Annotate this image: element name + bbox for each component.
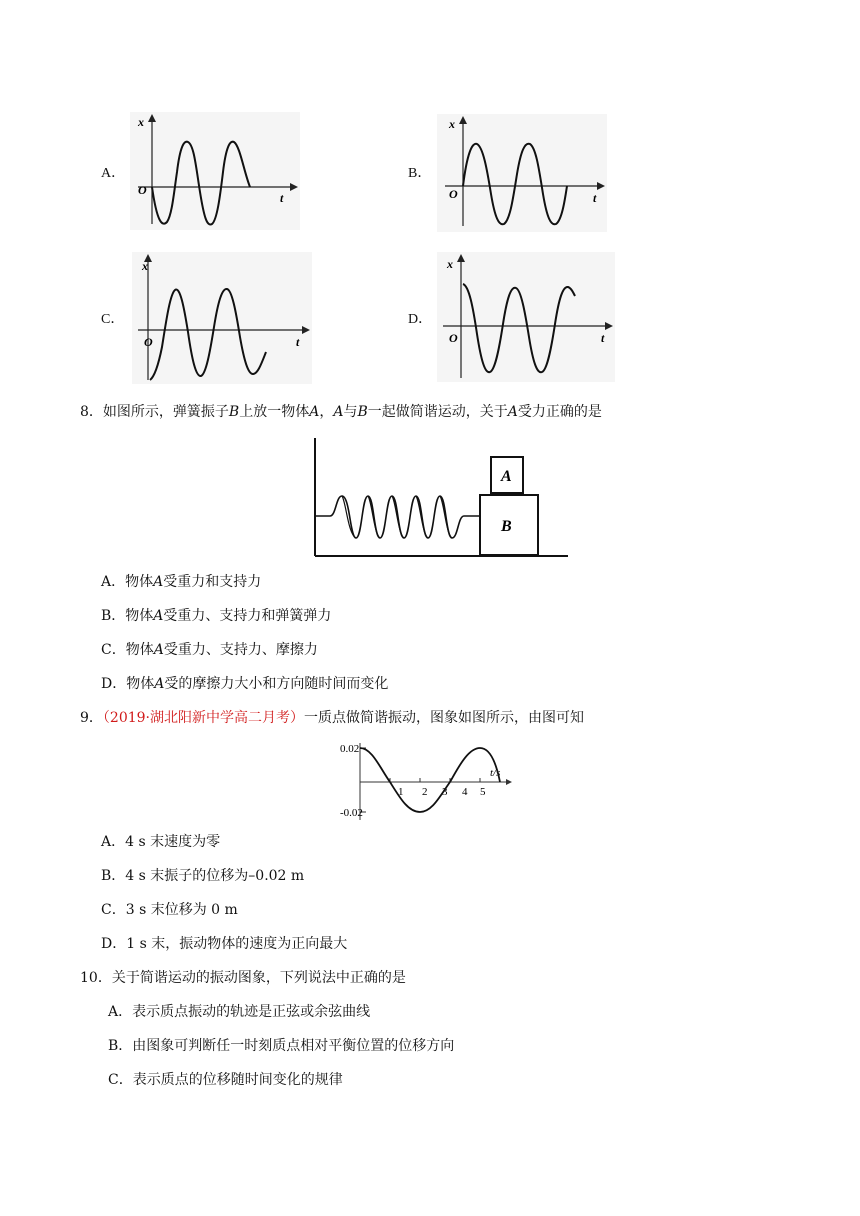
option-text: 物体 xyxy=(126,676,155,692)
option-label: A． xyxy=(101,166,126,181)
stem-var: A xyxy=(309,404,320,420)
axis-x-label: t xyxy=(296,335,300,349)
axis-y-label: x xyxy=(138,115,144,129)
tick-label: 4 xyxy=(462,786,468,798)
origin-label: O xyxy=(449,331,458,345)
option-label: B． xyxy=(108,1038,133,1054)
option-text: 受重力和支持力 xyxy=(163,574,262,590)
option-text: 4 s 末振子的位移为–0.02 m xyxy=(125,868,305,884)
cosine-curve xyxy=(463,284,575,372)
option-var: A xyxy=(153,608,164,624)
q7-graph-c xyxy=(132,252,312,384)
block-a-label: A xyxy=(501,468,512,485)
cosine-curve xyxy=(360,748,500,812)
q9-option-a xyxy=(101,832,220,852)
axis-y-label: x xyxy=(142,259,148,273)
stem-text: 如图所示，弹簧振子 xyxy=(102,404,229,420)
q10-option-c xyxy=(108,1070,343,1090)
option-var: A xyxy=(154,676,165,692)
option-label: A． xyxy=(101,574,126,590)
option-label: D． xyxy=(101,676,127,692)
q7-graph-b xyxy=(437,114,607,232)
q9-graph xyxy=(340,738,520,826)
option-var: A xyxy=(153,642,164,658)
option-text: 表示质点振动的轨迹是正弦或余弦曲线 xyxy=(132,1004,371,1020)
sine-curve xyxy=(152,142,250,225)
option-label: D． xyxy=(408,312,433,327)
stem-text: 一质点做简谐振动，图象如图所示，由图可知 xyxy=(304,710,585,726)
stem-var: B xyxy=(228,404,240,420)
q9-option-b xyxy=(101,866,304,886)
tick-label: 2 xyxy=(422,786,428,798)
option-text: 物体 xyxy=(125,642,154,658)
option-label: A． xyxy=(101,834,126,850)
option-text: 3 s 末位移为 0 m xyxy=(125,902,238,918)
option-text: 表示质点的位移随时间变化的规律 xyxy=(132,1072,343,1088)
y-top-label: 0.02 xyxy=(340,743,360,755)
sine-curve xyxy=(463,144,567,225)
option-text: 物体 xyxy=(125,574,154,590)
option-text: 由图象可判断任一时刻质点相对平衡位置的位移方向 xyxy=(132,1038,455,1054)
stem-text: 上放一物体 xyxy=(239,404,310,420)
q7-graph-d xyxy=(437,252,615,382)
q8-spring-figure xyxy=(310,438,572,562)
axis-x-label: t xyxy=(601,331,605,345)
sine-curve xyxy=(150,289,266,380)
tick-label: 5 xyxy=(480,786,486,798)
axis-x-label: t xyxy=(593,191,597,205)
question-number: 9． xyxy=(80,710,103,726)
axis-x-label: t xyxy=(280,191,284,205)
option-label: B． xyxy=(101,608,126,624)
q9-stem xyxy=(80,708,584,728)
q8-option-b xyxy=(101,606,331,626)
option-label: B． xyxy=(408,166,432,181)
q8-stem xyxy=(80,402,602,422)
stem-text: 一起做简谐运动，关于 xyxy=(367,404,508,420)
q10-stem xyxy=(80,968,406,988)
q8-option-c xyxy=(101,640,318,660)
origin-label: O xyxy=(138,183,147,197)
stem-text: ， xyxy=(319,404,334,420)
option-label: A． xyxy=(108,1004,133,1020)
question-source: （2019·湖北阳新中学高二月考） xyxy=(102,710,305,726)
y-bottom-label: -0.02 xyxy=(340,807,363,819)
origin-label: O xyxy=(449,187,458,201)
option-label: C． xyxy=(101,902,126,918)
option-text: 受重力、支持力和弹簧弹力 xyxy=(163,608,332,624)
q10-option-b xyxy=(108,1036,454,1056)
q9-option-c xyxy=(101,900,238,920)
option-label: D． xyxy=(101,936,127,952)
stem-text: 受力正确的是 xyxy=(517,404,602,420)
tick-label: 1 xyxy=(398,786,404,798)
option-label: C． xyxy=(108,1072,133,1088)
option-text: 4 s 末速度为零 xyxy=(125,834,221,850)
q7-graph-a xyxy=(130,112,300,230)
q10-option-a xyxy=(108,1002,370,1022)
option-label: B． xyxy=(101,868,126,884)
stem-text: 关于简谐运动的振动图象，下列说法中正确的是 xyxy=(111,970,406,986)
axis-y-label: x xyxy=(449,117,455,131)
stem-text: 与 xyxy=(343,404,358,420)
stem-var: A xyxy=(507,404,518,420)
question-number: 10． xyxy=(80,970,112,986)
x-axis-label: t/s xyxy=(490,767,501,779)
origin-label: O xyxy=(144,335,153,349)
stem-var: B xyxy=(357,404,368,420)
option-label: C． xyxy=(101,642,126,658)
option-text: 受的摩擦力大小和方向随时间而变化 xyxy=(164,676,389,692)
option-text: 1 s 末，振动物体的速度为正向最大 xyxy=(126,936,348,952)
option-text: 受重力、支持力、摩擦力 xyxy=(163,642,318,658)
tick-label: 3 xyxy=(442,786,448,798)
axis-y-label: x xyxy=(447,257,453,271)
q8-option-d xyxy=(101,674,388,694)
option-label: C． xyxy=(101,312,125,327)
option-text: 物体 xyxy=(125,608,154,624)
block-b-label: B xyxy=(501,518,512,535)
option-var: A xyxy=(153,574,164,590)
stem-var: A xyxy=(333,404,344,420)
question-number: 8． xyxy=(80,404,103,420)
q8-option-a xyxy=(101,572,261,592)
q9-option-d xyxy=(101,934,347,954)
